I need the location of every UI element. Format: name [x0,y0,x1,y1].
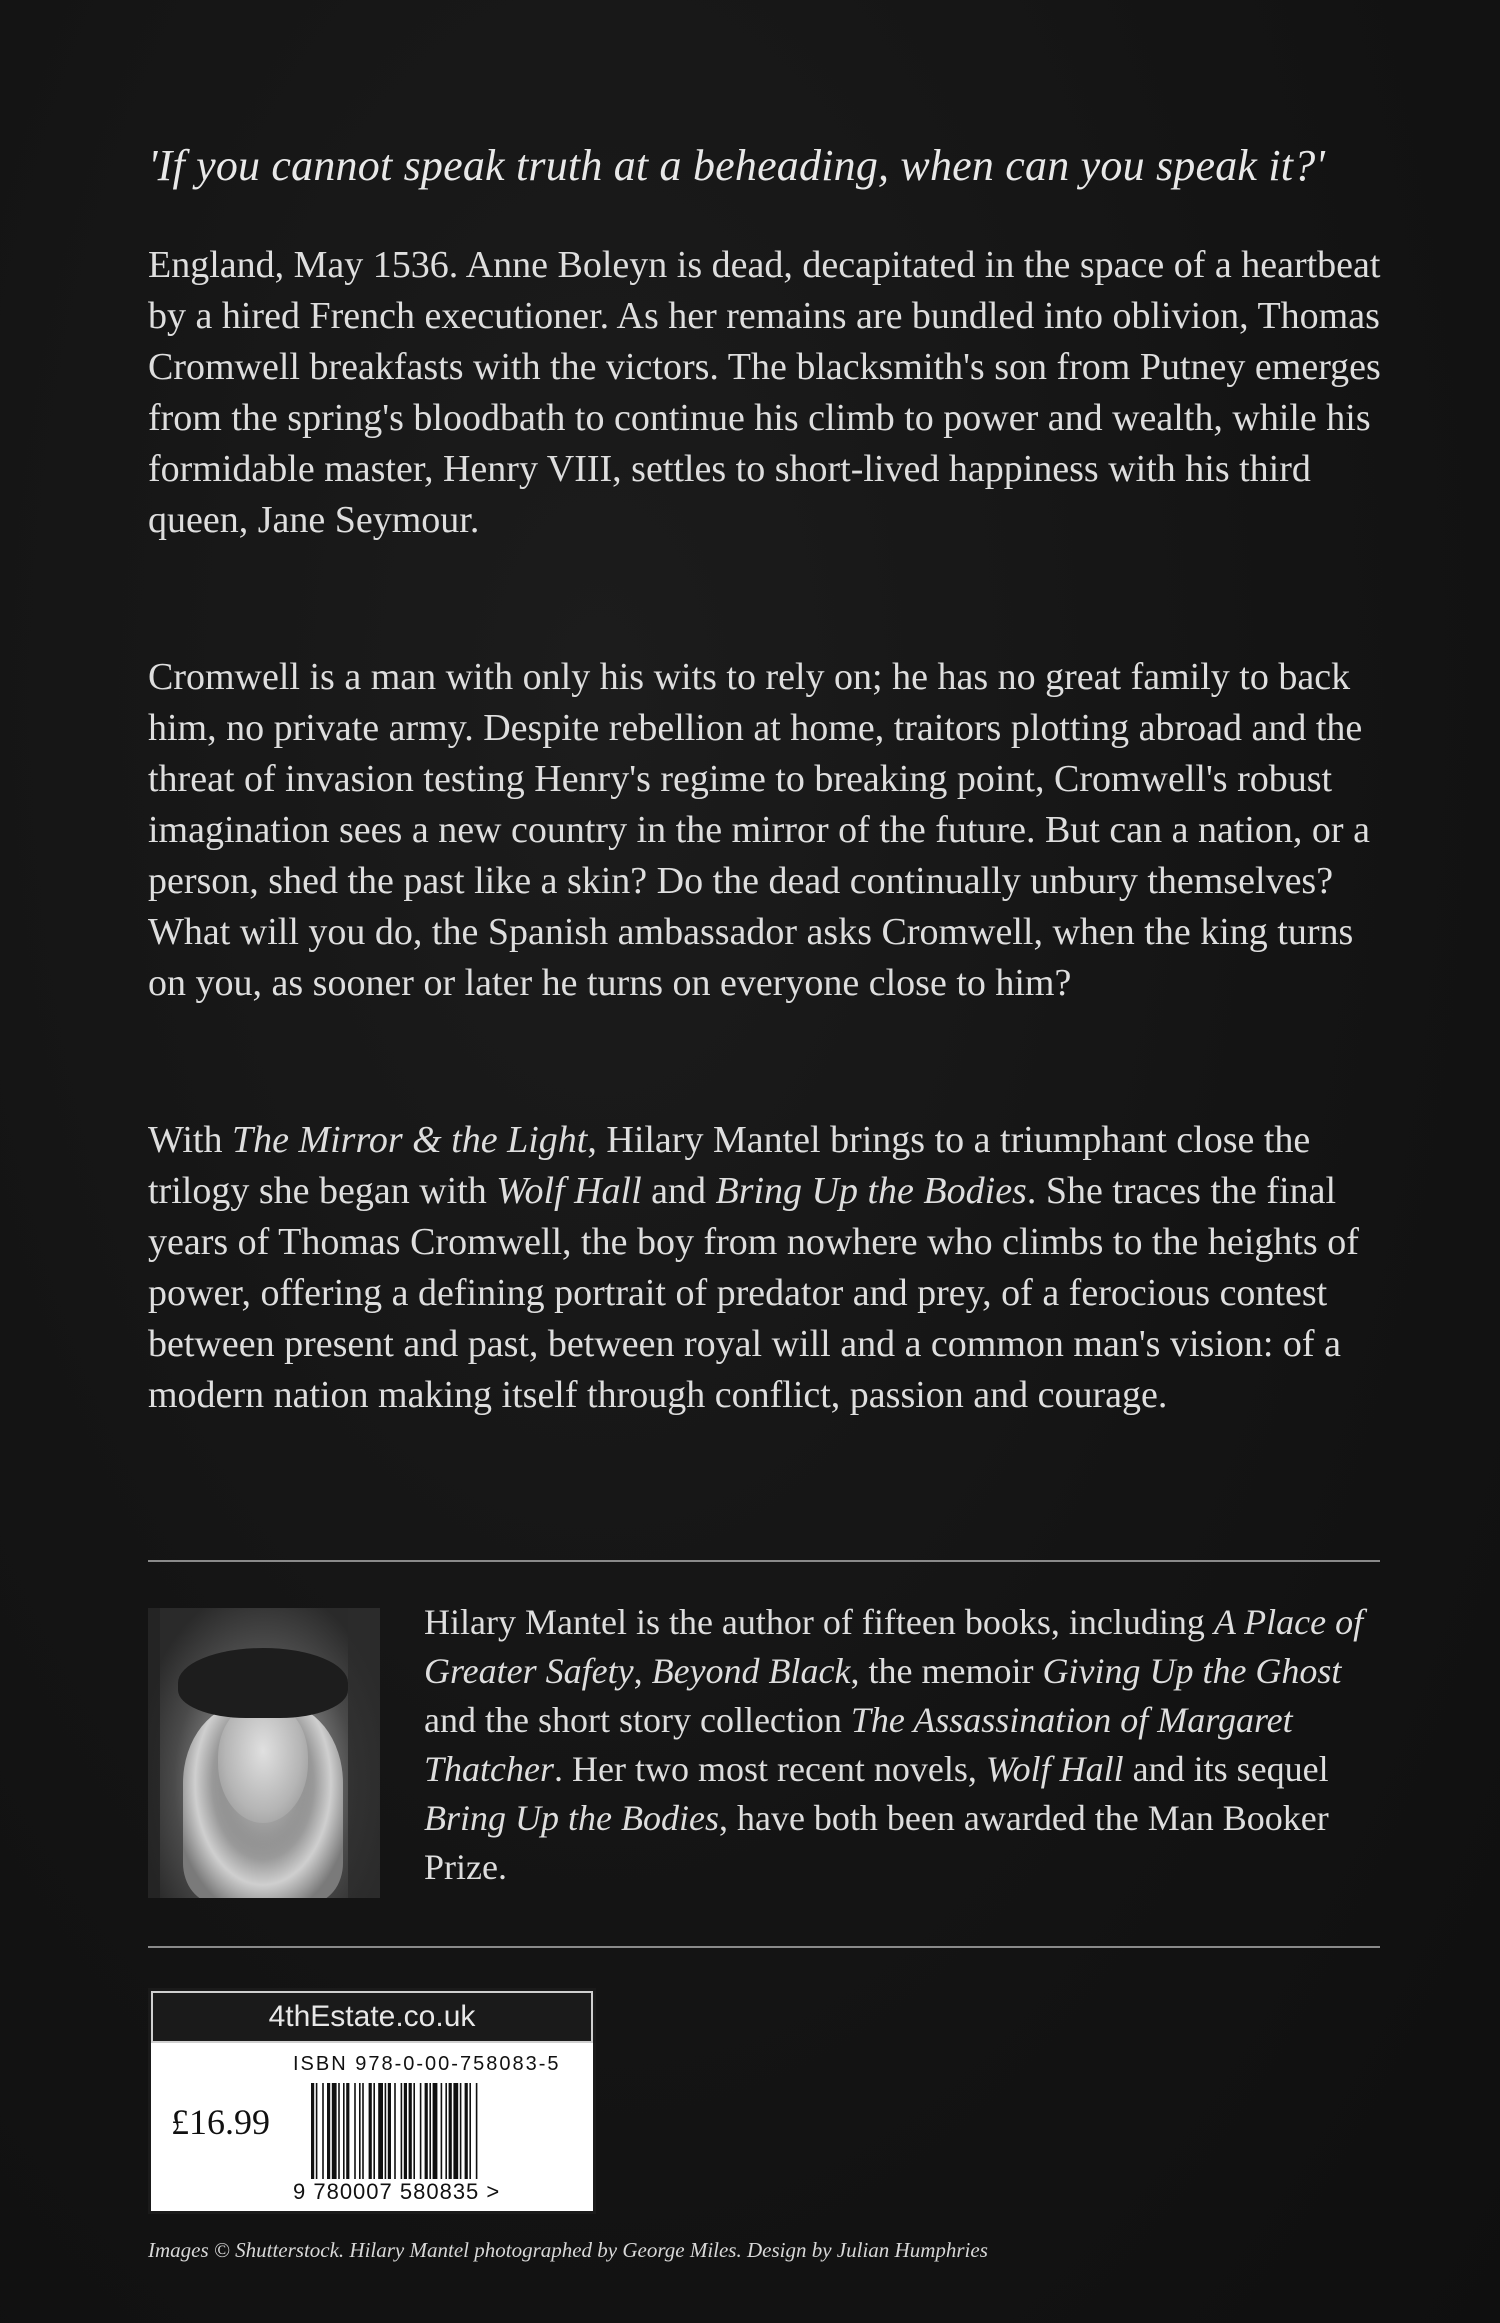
barcode-bar [425,2083,428,2179]
barcode-bar [327,2083,330,2179]
isbn-label: ISBN 978-0-00-758083-5 [293,2053,561,2075]
barcode-bar [404,2083,407,2179]
barcode-bar [413,2083,415,2179]
barcode-bar [359,2083,361,2179]
synopsis-text: With [148,1119,232,1161]
book-title-wolf-hall: Wolf Hall [496,1170,642,1212]
synopsis-paragraph-3 [148,1115,1388,1421]
bio-title: Bring Up the Bodies [424,1798,719,1838]
barcode-bar [373,2083,375,2179]
book-title-bring-up-the-bodies: Bring Up the Bodies [715,1170,1027,1212]
barcode-bar [332,2083,337,2179]
barcode-bar [460,2083,462,2179]
photo-face [218,1703,308,1823]
barcode-bar [401,2083,403,2179]
barcode-bar [433,2083,438,2179]
bio-text: , the memoir [850,1651,1043,1691]
author-photo [148,1608,380,1898]
barcode-bar [346,2083,349,2179]
book-title-mirror: The Mirror & the Light [231,1119,588,1161]
barcode-bar [388,2083,391,2179]
barcode-bar [316,2083,318,2179]
bio-title: A Place of Greater Safety [424,1602,1364,1691]
bio-text: , have both been awarded the Man Booker Prize. [424,1798,1329,1887]
barcode-bar [469,2083,471,2179]
publisher-website: 4thEstate.co.uk [268,2000,476,2033]
barcode-bar [385,2083,387,2179]
divider-top [148,1560,1380,1562]
bio-text: . Her two most recent novels, [554,1749,986,1789]
barcode-box [148,1988,596,2214]
barcode-bar [311,2083,314,2179]
bio-title: The Assassination of Margaret Thatcher [424,1700,1293,1789]
barcode-bar [449,2083,452,2179]
barcode-bar [429,2083,431,2179]
barcode-bar [343,2083,345,2179]
synopsis-text: . She traces the final years of Thomas Cromwell, the boy from nowhere who climbs to the heights of power, offering a defining portrait of predator and prey, of a ferocious contest between present and past, between royal will and a common man's vision: of a modern nation making itself through conflict, passion and courage. [148,1170,1359,1416]
bio-title: Giving Up the Ghost [1042,1651,1342,1691]
barcode-digits: 9 780007 580835 > [293,2179,501,2204]
price: £16.99 [171,2102,270,2142]
barcode-bars [311,2083,573,2179]
author-bio [424,1598,1384,1892]
bio-text: and the short story collection [424,1700,851,1740]
barcode-bar [441,2083,443,2179]
barcode-bar [476,2083,478,2179]
barcode-bar [322,2083,324,2179]
website-bar [151,1991,593,2043]
bio-text: and its sequel [1123,1749,1329,1789]
barcode-bar [394,2083,396,2179]
barcode-bar [369,2083,372,2179]
barcode-bar [453,2083,458,2179]
image-credits: Images © Shutterstock. Hilary Mantel photographed by George Miles. Design by Julian Humphries [148,2238,988,2262]
divider-bottom [148,1946,1380,1948]
barcode-bar [378,2083,383,2179]
barcode-bar [409,2083,412,2179]
synopsis-paragraph-1: England, May 1536. Anne Boleyn is dead, decapitated in the space of a heartbeat by a hired French executioner. As her remains are bundled into oblivion, Thomas Cromwell breakfasts with the victors. The blacksmith's son from Putney emerges from the spring's bloodbath to continue his climb to power and wealth, while his formidable master, Henry VIII, settles to short-lived happiness with his third queen, Jane Seymour. [148,244,1381,541]
synopsis-paragraph-2: Cromwell is a man with only his wits to rely on; he has no great family to back him, no private army. Despite rebellion at home, traitors plotting abroad and the threat of invasion testing Henry's regime to breaking point, Cromwell's robust imagination sees a new country in the mirror of the future. But can a nation, or a person, shed the past like a skin? Do the dead continually unbury themselves? What will you do, the Spanish ambassador asks Cromwell, when the king turns on you, as sooner or later he turns on everyone close to him? [148,656,1370,1004]
photo-hat [178,1648,348,1718]
synopsis-text: and [641,1170,716,1212]
bio-title: Beyond Black [651,1651,851,1691]
bio-text: Hilary Mantel is the author of fifteen books, including [424,1602,1214,1642]
barcode-bar [420,2083,422,2179]
barcode-bar [362,2083,364,2179]
bio-text: , [633,1651,652,1691]
barcode-bar [354,2083,356,2179]
pull-quote: 'If you cannot speak truth at a beheading, when can you speak it?' [148,141,1326,190]
bio-title: Wolf Hall [985,1749,1124,1789]
barcode-bar [465,2083,468,2179]
barcode-bar [445,2083,447,2179]
synopsis-text: , Hilary Mantel brings to a triumphant close the trilogy she began with [148,1119,1311,1212]
barcode-bar [338,2083,340,2179]
